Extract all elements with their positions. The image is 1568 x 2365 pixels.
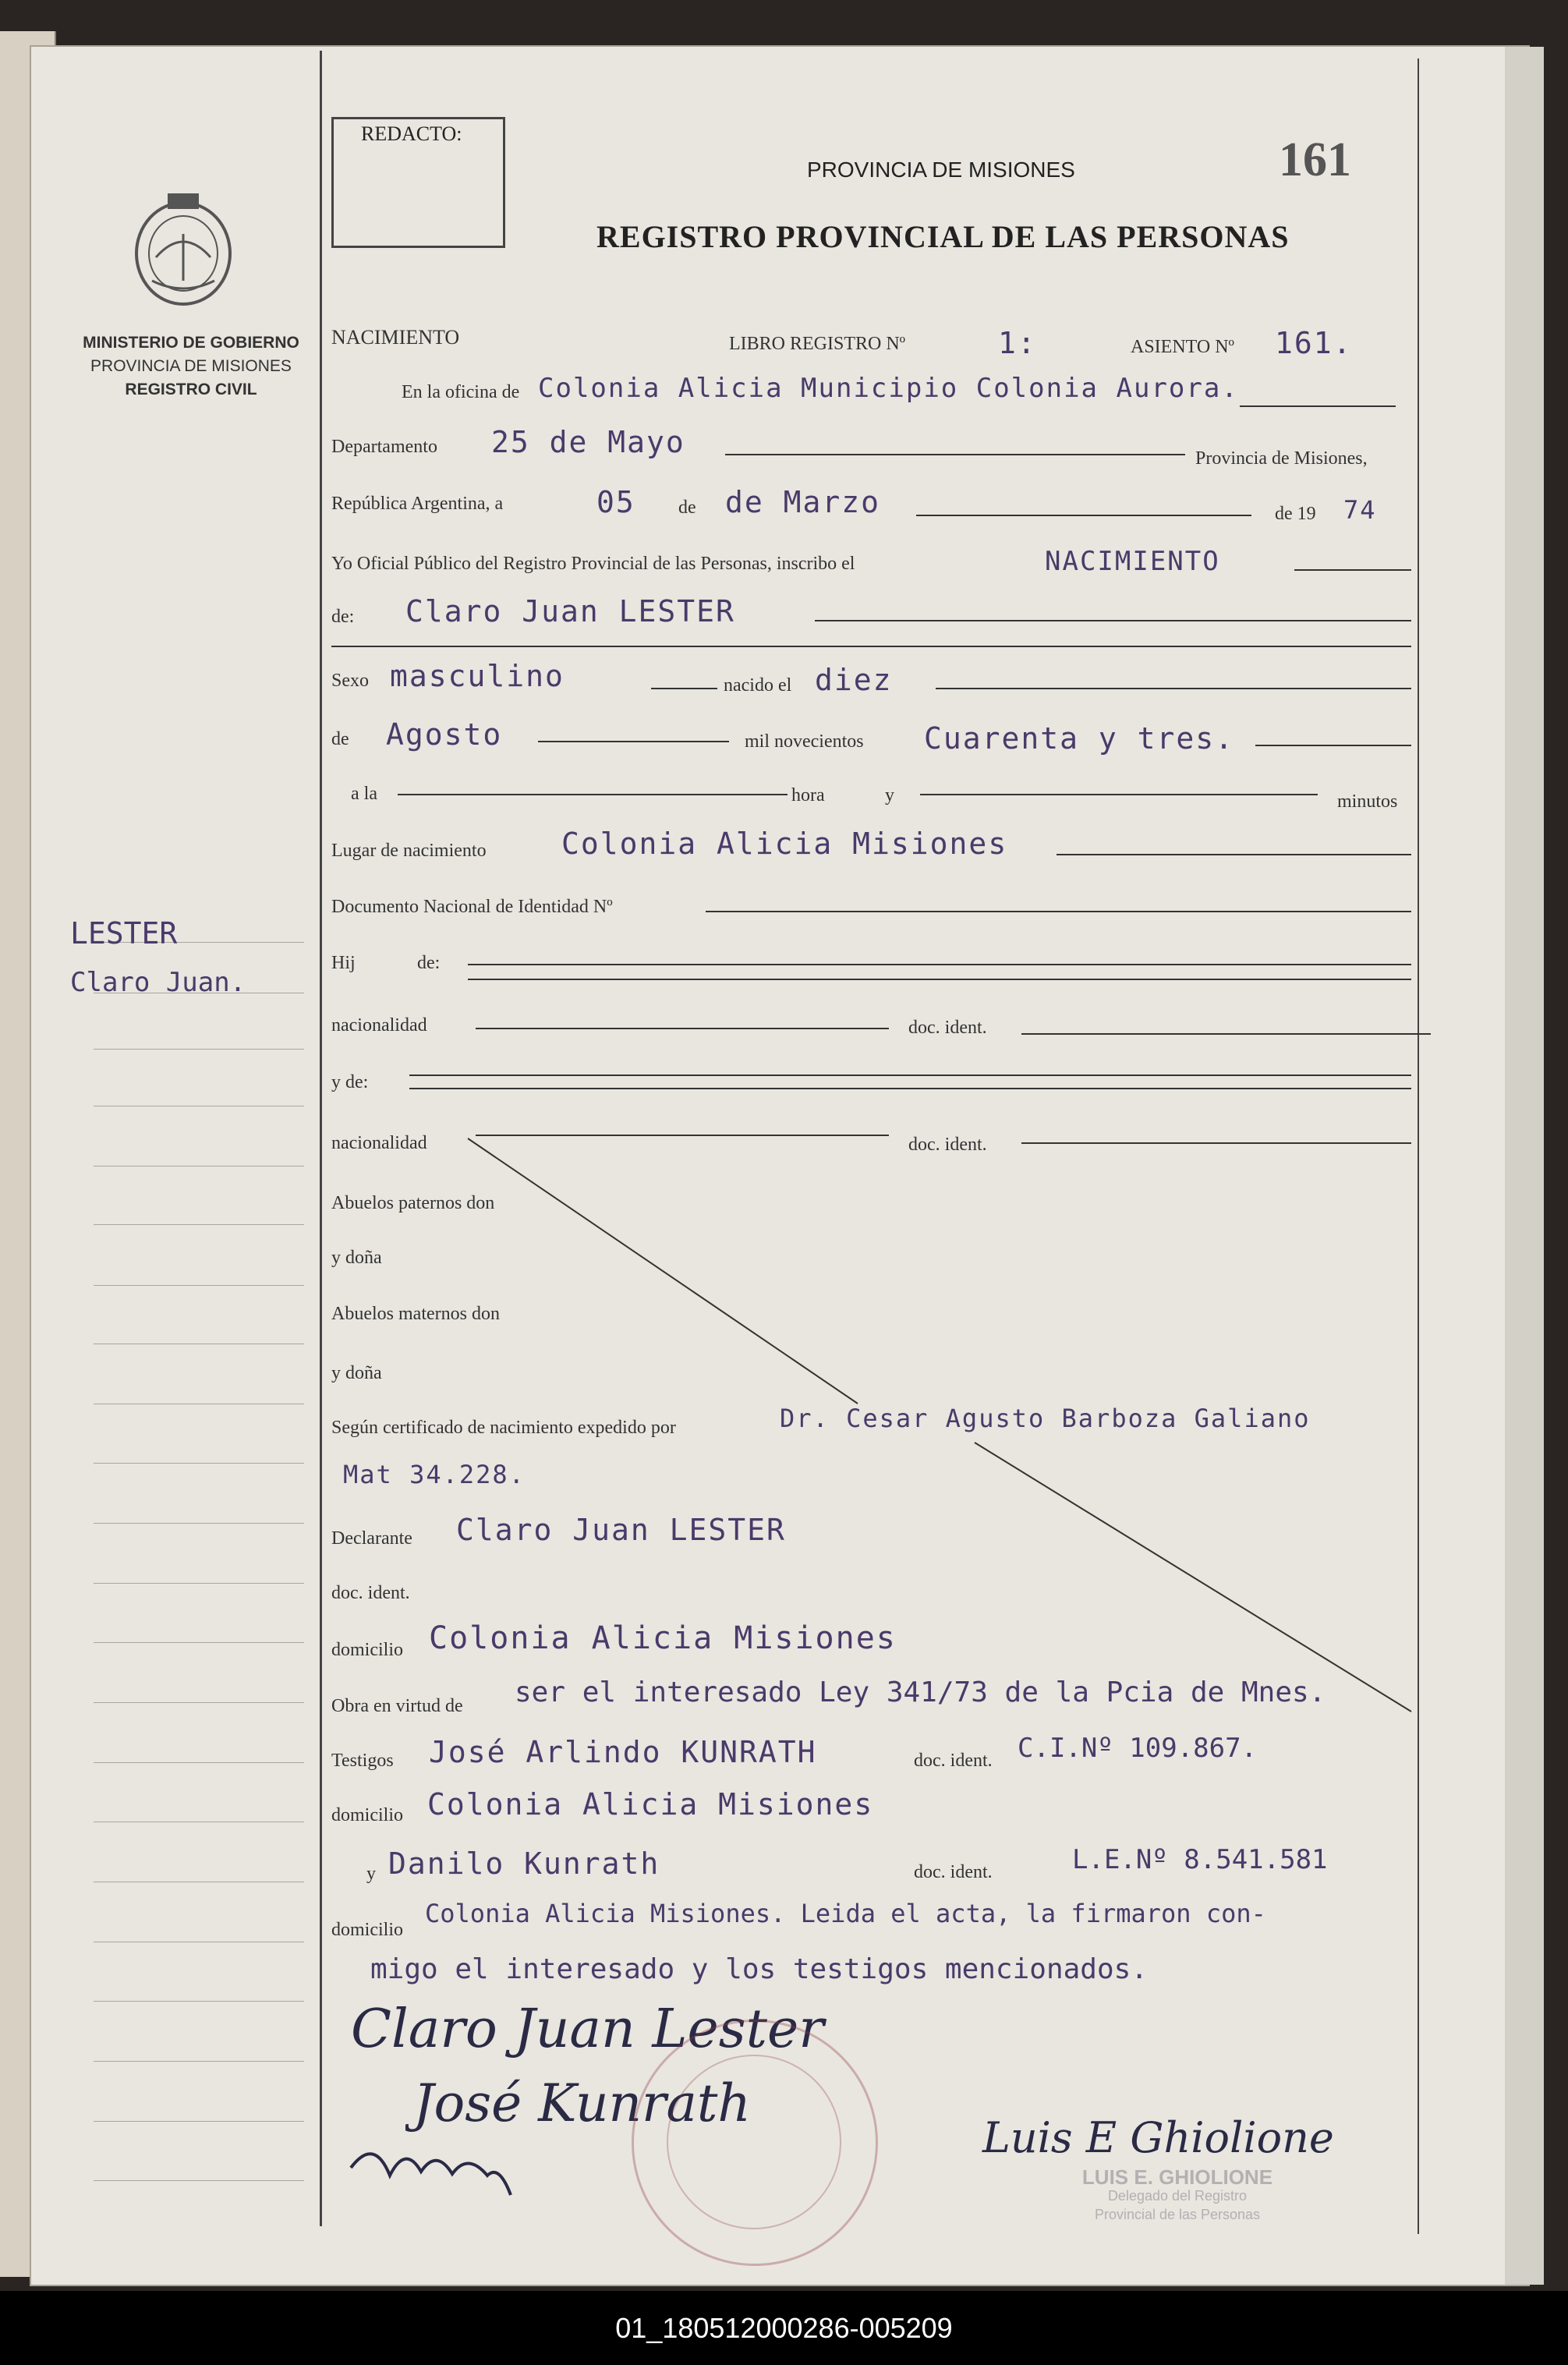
departamento-label: Departamento: [331, 437, 437, 457]
ydona-label-2: y doña: [331, 1363, 382, 1383]
anio-label: de 19: [1275, 504, 1316, 524]
official-stamp-line-2: Delegado del Registro: [1107, 2188, 1248, 2204]
libro-label: LIBRO REGISTRO Nº: [729, 334, 906, 354]
ministry-line-3: REGISTRO CIVIL: [125, 381, 257, 398]
oficina-label: En la oficina de: [402, 382, 520, 402]
y-testigo-label: y: [366, 1864, 376, 1884]
signature-official: [975, 2098, 1411, 2176]
signature-4-text: Luis E Ghiolione: [982, 2113, 1334, 2162]
lugar-label: Lugar de nacimiento: [331, 841, 487, 861]
signature-1-text: Claro Juan Lester: [351, 1999, 824, 2060]
nacionalidad-label: nacionalidad: [331, 1015, 427, 1036]
libro-value: 1:: [998, 326, 1037, 360]
mil-label: mil novecientos: [745, 731, 864, 752]
y-label: y: [885, 785, 894, 805]
page-number: 161: [1279, 133, 1351, 186]
provincia-label: Provincia de Misiones,: [1195, 448, 1368, 469]
hij-label: Hij: [331, 953, 356, 973]
official-name-stamp: [1014, 2165, 1341, 2224]
nombre-value: Claro Juan LESTER: [405, 594, 735, 628]
domicilio-label: domicilio: [331, 1640, 403, 1660]
ydona-label: y doña: [331, 1248, 382, 1268]
mat-value: Mat 34.228.: [343, 1460, 526, 1489]
testigo2-value: Danilo Kunrath: [388, 1846, 660, 1881]
registry-seal-inner-ring: [667, 2055, 841, 2229]
segun-value: Dr. Cesar Agusto Barboza Galiano: [780, 1404, 1311, 1433]
official-stamp-line-3: Provincial de las Personas: [1094, 2207, 1261, 2222]
anio-value: 74: [1343, 495, 1377, 525]
margin-surname: LESTER: [70, 916, 178, 951]
nacimiento-label: NACIMIENTO: [331, 326, 460, 349]
lugar-value: Colonia Alicia Misiones: [561, 827, 1008, 861]
margin-given-name: Claro Juan.: [70, 967, 246, 998]
asiento-label: ASIENTO Nº: [1131, 337, 1234, 357]
dni-label: Documento Nacional de Identidad Nº: [331, 897, 613, 917]
obra-label: Obra en virtud de: [331, 1696, 463, 1716]
registry-title: REGISTRO PROVINCIAL DE LAS PERSONAS: [596, 219, 1290, 254]
doc-ident-label-2: doc. ident.: [908, 1135, 987, 1155]
sexo-label: Sexo: [331, 671, 369, 691]
republica-label: República Argentina, a: [331, 494, 504, 514]
testigo2-doc-value: L.E.Nº 8.541.581: [1072, 1844, 1328, 1875]
domicilio3-value: Colonia Alicia Misiones. Leida el acta, la firmaron con-: [425, 1899, 1266, 1928]
minutos-label: minutos: [1337, 791, 1398, 812]
ala-label: a la: [351, 784, 377, 804]
doc-ident-label: doc. ident.: [908, 1018, 987, 1038]
domicilio-value: Colonia Alicia Misiones: [429, 1620, 897, 1656]
hora-label: hora: [791, 785, 825, 805]
yde-label: y de:: [331, 1072, 369, 1092]
testigo1-doc-label: doc. ident.: [914, 1751, 993, 1771]
official-stamp-name: LUIS E. GHIOLIONE: [1081, 2165, 1273, 2189]
domicilio-label-3: domicilio: [331, 1920, 403, 1940]
abuelos-maternos-label: Abuelos maternos don: [331, 1304, 500, 1324]
domicilio-label-2: domicilio: [331, 1805, 403, 1825]
doc-ident-declarante-label: doc. ident.: [331, 1583, 410, 1603]
signature-danilo-kunrath: [343, 2121, 561, 2199]
mes-value: de Marzo: [725, 485, 881, 519]
yo-value: NACIMIENTO: [1045, 546, 1220, 577]
testigo1-value: José Arlindo KUNRATH: [429, 1735, 817, 1769]
yo-label: Yo Oficial Público del Registro Provincial de las Personas, inscribo el: [331, 554, 855, 574]
declarante-value: Claro Juan LESTER: [456, 1513, 786, 1547]
de3-label: de: [331, 729, 349, 749]
nacido-label: nacido el: [724, 675, 792, 696]
redacto-label: REDACTO:: [361, 122, 462, 145]
testigo2-doc-label: doc. ident.: [914, 1862, 993, 1882]
obra-value: ser el interesado Ley 341/73 de la Pcia de Mnes.: [515, 1676, 1326, 1708]
declarante-label: Declarante: [331, 1528, 412, 1549]
dia-value: 05: [596, 485, 635, 519]
sexo-value: masculino: [390, 659, 565, 693]
nacionalidad-label-2: nacionalidad: [331, 1133, 427, 1153]
de-label: de: [678, 497, 696, 518]
oficina-value: Colonia Alicia Municipio Colonia Aurora.: [538, 373, 1239, 404]
de2-label: de:: [331, 607, 355, 627]
departamento-value: 25 de Mayo: [491, 425, 685, 459]
abuelos-paternos-label: Abuelos paternos don: [331, 1193, 495, 1213]
ministry-line-2: PROVINCIA DE MISIONES: [90, 357, 292, 375]
testigo1-doc-value: C.I.Nº 109.867.: [1018, 1733, 1258, 1764]
continuation-value: migo el interesado y los testigos mencionados.: [370, 1953, 1148, 1985]
province-heading: PROVINCIA DE MISIONES: [807, 158, 1075, 182]
nacido-value: diez: [815, 663, 893, 697]
mes-nac-value: Agosto: [386, 717, 503, 752]
ministry-line-1: MINISTERIO DE GOBIERNO: [83, 334, 299, 352]
signature-2-text: José Kunrath: [413, 2073, 751, 2133]
image-id-footer: 01_180512000286-005209: [0, 2291, 1568, 2365]
segun-label: Según certificado de nacimiento expedido por: [331, 1418, 676, 1438]
domicilio2-value: Colonia Alicia Misiones: [427, 1787, 874, 1822]
testigos-label: Testigos: [331, 1751, 394, 1771]
asiento-value: 161.: [1275, 326, 1353, 360]
de4-label: de:: [417, 953, 441, 973]
mil-value: Cuarenta y tres.: [924, 721, 1235, 756]
